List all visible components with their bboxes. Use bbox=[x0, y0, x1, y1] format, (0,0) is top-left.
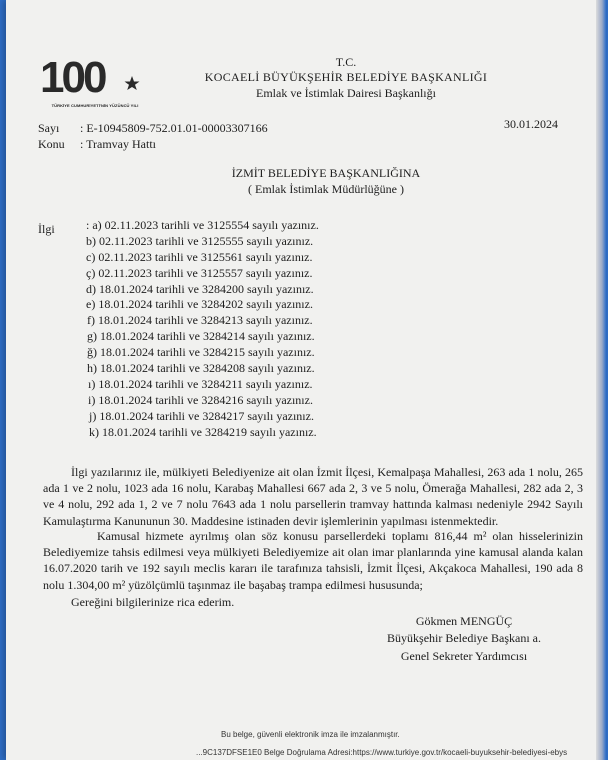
list-item: f) 18.01.2024 tarihli ve 3284213 sayılı yazınız. bbox=[87, 313, 313, 328]
list-item: b) 02.11.2023 tarihli ve 3125555 sayılı yazınız. bbox=[86, 233, 314, 248]
list-item: c) 02.11.2023 tarihli ve 3125561 sayılı yazınız. bbox=[86, 249, 313, 264]
header-tc: T.C. bbox=[335, 55, 357, 69]
centenary-logo bbox=[40, 52, 150, 112]
esignature-note: Bu belge, güvenli elektronik imza ile imzalanmıştır. bbox=[221, 730, 400, 739]
body-paragraph-1: İlgi yazılarınız ile, mülkiyeti Belediyenize ait olan İzmit İlçesi, Kemalpaşa Mahallesi, 263 ada 1 nolu, 265 ada 1 ve 2 nolu, 1023 ada 16 nolu, Karabaş Mahallesi 667 ada 2, 3 ve 5 nolu, Ömerağa Mahallesi, 282 ada 2, 3 ve 4 nolu, 292 ada 1, 2 ve 7 nolu 7643 ada 1 nolu parsellerin tramvay hattında kalması nedeniyle 2942 Sayılı Kamulaştırma Kanununun 30. Maddesine istinaden devir işlemlerinin yapılması istenmektedir. bbox=[43, 465, 583, 528]
body-paragraph-2: Kamusal hizmete ayrılmış olan söz konusu parsellerdeki toplamı 816,44 m² olan hisselerinizin Belediyemize tahsis edilmesi veya mülkiyeti Belediyemize ait olan imar planlarında yine kamusal alanda kalan 16.07.2020 tarih ve 192 sayılı meclis kararı ile tarafınıza tahsisli, İzmit İlçesi, Akçakoca Mahallesi, 190 ada 8 nolu 1.304,00 m² yüzölçümlü taşınmaz ile başabaş trampa edilmesi hususunda; bbox=[43, 529, 583, 592]
logo-caption: TÜRKİYE CUMHURİYETİ'NİN YÜZÜNCÜ YILI bbox=[51, 103, 139, 108]
list-item: j) 18.01.2024 tarihli ve 3284217 sayılı yazınız. bbox=[89, 408, 314, 423]
list-item: d) 18.01.2024 tarihli ve 3284200 sayılı yazınız. bbox=[86, 281, 314, 296]
document-date: 30.01.2024 bbox=[504, 117, 558, 131]
document-page bbox=[6, 0, 606, 760]
header-institution: KOCAELİ BÜYÜKŞEHİR BELEDİYE BAŞKANLIĞI bbox=[204, 70, 488, 84]
body-paragraph-3: Gereğini bilgilerinize rica ederim. bbox=[71, 595, 235, 609]
sayi-label: Sayı bbox=[38, 121, 60, 135]
list-item: g) 18.01.2024 tarihli ve 3284214 sayılı yazınız. bbox=[87, 329, 315, 344]
page-edge bbox=[596, 0, 606, 760]
logo-text: 100 bbox=[40, 53, 105, 102]
sayi-value: : E-10945809-752.01.01-00003307166 bbox=[80, 121, 268, 135]
list-item: ç) 02.11.2023 tarihli ve 3125557 sayılı yazınız. bbox=[86, 265, 313, 280]
list-item: h) 18.01.2024 tarihli ve 3284208 sayılı yazınız. bbox=[87, 361, 315, 376]
verification-address: ...9C137DFSE1E0 Belge Doğrulama Adresi:https://www.turkiye.gov.tr/kocaeli-buyuksehir-belediyesi-ebys bbox=[196, 748, 568, 757]
list-item: : a) 02.11.2023 tarihli ve 3125554 sayılı yazınız. bbox=[86, 218, 319, 232]
addressee-title: İZMİT BELEDİYE BAŞKANLIĞINA bbox=[231, 166, 421, 180]
logo-100-icon bbox=[40, 52, 150, 102]
reference-list bbox=[86, 218, 319, 440]
list-item: ı) 18.01.2024 tarihli ve 3284211 sayılı yazınız. bbox=[88, 376, 313, 391]
header-department: Emlak ve İstimlak Dairesi Başkanlığı bbox=[256, 86, 436, 100]
signatory-name: Gökmen MENGÜÇ bbox=[415, 614, 513, 628]
addressee-subtitle: ( Emlak İstimlak Müdürlüğüne ) bbox=[248, 182, 404, 196]
list-item: k) 18.01.2024 tarihli ve 3284219 sayılı yazınız. bbox=[89, 424, 317, 439]
ilgi-label: İlgi bbox=[38, 222, 55, 236]
signatory-title: Büyükşehir Belediye Başkanı a. bbox=[387, 631, 541, 645]
list-item: ğ) 18.01.2024 tarihli ve 3284215 sayılı yazınız. bbox=[87, 345, 315, 360]
konu-label: Konu bbox=[38, 137, 65, 151]
list-item: e) 18.01.2024 tarihli ve 3284202 sayılı yazınız. bbox=[86, 297, 313, 312]
signatory-position: Genel Sekreter Yardımcısı bbox=[400, 649, 528, 663]
list-item: i) 18.01.2024 tarihli ve 3284216 sayılı yazınız. bbox=[88, 392, 313, 407]
konu-value: : Tramvay Hattı bbox=[80, 137, 157, 151]
